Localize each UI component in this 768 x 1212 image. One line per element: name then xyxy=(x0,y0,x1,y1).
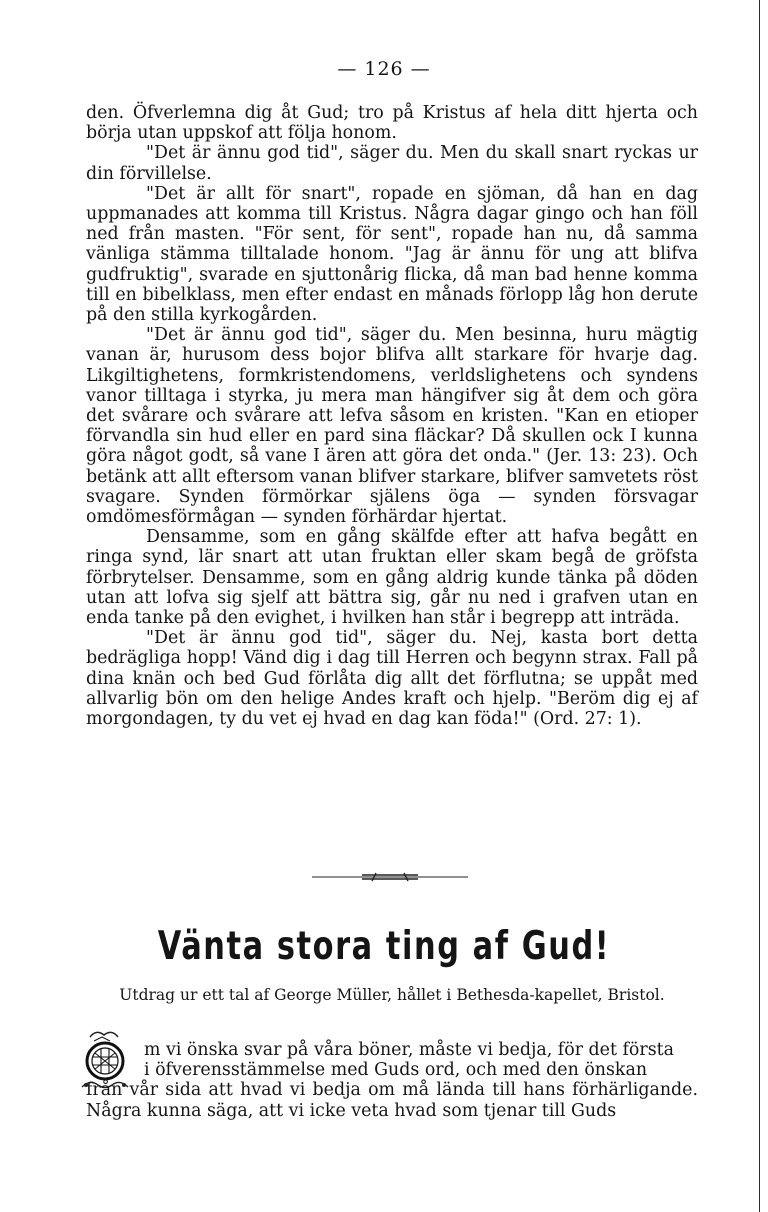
page-edge-line xyxy=(759,0,760,1212)
paragraph-3: "Det är allt för snart", ropade en sjöman, då han en dag uppmanades att komma till Kristus. Några dagar gingo och han föll ned från masten. "För sent, för sent", ropade han nu, då samma vänliga stämma tilltalade honom. "Jag är ännu för ung att blifva gudfruktig", svarade en sjuttonårig flicka, då man bad henne komma till en bibelklass, men efter endast en månads förlopp låg hon derute på den stilla kyrkogården. xyxy=(86,183,698,326)
paragraph-6: "Det är ännu god tid", säger du. Nej, kasta bort detta bedrägliga hopp! Vänd dig i dag till Herren och begynn strax. Fall på dina knän och bed Gud förlåta dig allt det förflutna; se uppåt med allvarlig bön om den helige Andes kraft och hjelp. "Beröm dig ej af morgondagen, ty du vet ej hvad en dag kan föda!" (Ord. 27: 1). xyxy=(86,628,698,730)
paragraph-4: "Det är ännu god tid", säger du. Men besinna, huru mägtig vanan är, hurusom dess bojor blifva allt starkare för hvarje dag. Likgiltighetens, formkristendomens, verldslighetens och syndens vanor tilltaga i styrka, ju mera man hängifver sig åt dem och göra det svårare och svårare att lefva såsom en kristen. "Kan en etioper förvandla sin hud eller en pard sina fläckar? Då skullen ock I kunna göra något godt, så vane I ären att göra det onda." (Jer. 13: 23). Och betänk att allt eftersom vanan blifver starkare, blifver samvetets röst svagare. Synden förmörkar själens öga — synden försvagar omdömesförmågan — synden förhärdar hjertat. xyxy=(86,325,698,528)
article-subtitle: Utdrag ur ett tal af George Müller, hållet i Bethesda-kapellet, Bristol. xyxy=(119,986,665,1004)
paragraph-2: "Det är ännu god tid", säger du. Men du skall snart ryckas ur din förvillelse. xyxy=(86,143,698,184)
article-continued: från vår sida att hvad vi bedja om må lända till hans förhärligande. Några kunna säga, att vi icke veta hvad som tjenar till Guds xyxy=(86,1080,698,1121)
body-text xyxy=(86,103,698,729)
paragraph-5: Densamme, som en gång skälfde efter att hafva begått en ringa synd, lär snart att utan fruktan eller skam begå de gröfsta förbrytelser. Densamme, som en gång aldrig kunde tänka på döden utan att lofva sig sjelf att bättra sig, går nu ned i grafven utan en enda tanke på den evighet, i hvilken han står i begrepp att inträda. xyxy=(86,527,698,629)
article-line-2: i öfverensstämmelse med Guds ord, och med den önskan xyxy=(144,1060,648,1081)
paragraph-1: den. Öfverlemna dig åt Gud; tro på Kristus af hela ditt hjerta och börja utan uppskof att följa honom. xyxy=(86,103,698,144)
page-number: — 126 — xyxy=(337,58,431,80)
ornamental-divider xyxy=(312,872,468,882)
article-text xyxy=(86,1040,698,1121)
article-line-1: m vi önska svar på våra böner, måste vi bedja, för det första xyxy=(144,1040,674,1060)
article-title: Vänta stora ting af Gud! xyxy=(157,924,611,969)
